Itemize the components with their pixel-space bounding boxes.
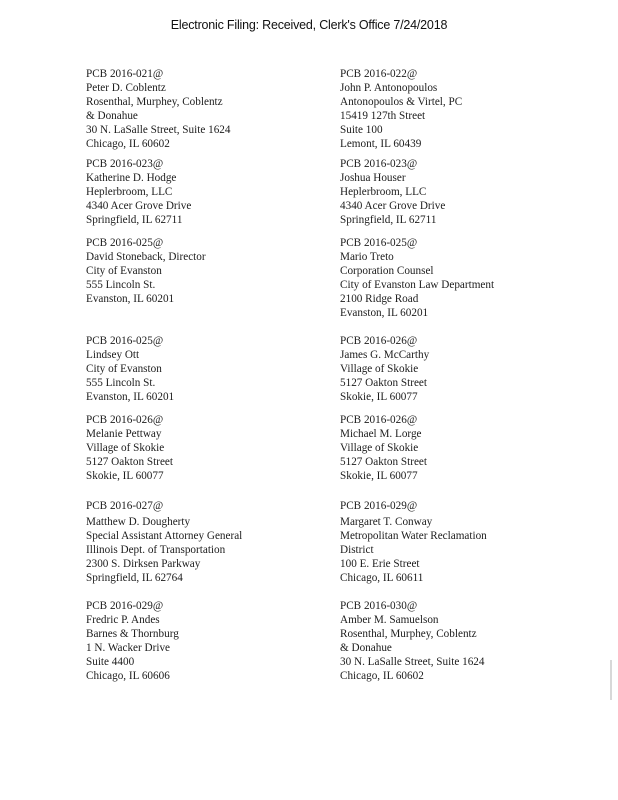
address-line: Evanston, IL 60201 [86,293,175,305]
service-list-entry [340,413,427,483]
service-list-entry [86,499,242,585]
address-line: 2100 Ridge Road [340,293,419,305]
address-line: Evanston, IL 60201 [86,391,175,403]
address-line: Corporation Counsel [340,265,434,277]
recipient-name: James G. McCarthy [340,349,430,361]
address-line: 100 E. Erie Street [340,558,420,570]
address-line: 555 Lincoln St. [86,279,156,291]
address-line: Village of Skokie [340,363,419,375]
recipient-name: Peter D. Coblentz [86,82,166,94]
address-line: Village of Skokie [340,442,419,454]
address-line: City of Evanston Law Department [340,279,495,291]
address-line: 5127 Oakton Street [340,456,427,468]
case-number: PCB 2016-022@ [340,68,418,80]
address-line: City of Evanston [86,265,162,277]
address-line: & Donahue [86,110,138,122]
address-line: 4340 Acer Grove Drive [86,200,192,212]
address-line: 5127 Oakton Street [86,456,173,468]
recipient-name: Fredric P. Andes [86,614,160,626]
recipient-name: Amber M. Samuelson [340,614,439,626]
case-number: PCB 2016-025@ [86,237,164,249]
service-list-entry [340,157,445,227]
address-line: Evanston, IL 60201 [340,307,429,319]
address-line: Springfield, IL 62711 [340,214,437,226]
address-line: Chicago, IL 60606 [86,670,170,682]
case-number: PCB 2016-030@ [340,600,418,612]
address-line: Heplerbroom, LLC [340,186,427,198]
address-line: 30 N. LaSalle Street, Suite 1624 [340,656,485,668]
address-line: 555 Lincoln St. [86,377,156,389]
address-line: City of Evanston [86,363,162,375]
case-number: PCB 2016-029@ [86,600,164,612]
recipient-name: Margaret T. Conway [340,516,433,528]
recipient-name: Lindsey Ott [86,349,140,361]
case-number: PCB 2016-025@ [340,237,418,249]
recipient-name: Melanie Pettway [86,428,162,440]
recipient-name: Katherine D. Hodge [86,172,177,184]
case-number: PCB 2016-023@ [86,158,164,170]
address-line: Skokie, IL 60077 [86,470,164,482]
address-line: 1 N. Wacker Drive [86,642,171,654]
service-list-entry [86,599,179,683]
case-number: PCB 2016-021@ [86,68,164,80]
address-line: Chicago, IL 60602 [86,138,170,150]
address-line: & Donahue [340,642,392,654]
service-list-entry [86,334,174,404]
scan-edge-artifact [610,660,612,700]
address-line: Rosenthal, Murphey, Coblentz [340,628,477,640]
case-number: PCB 2016-027@ [86,500,164,512]
recipient-name: Matthew D. Dougherty [86,516,191,528]
address-line: 2300 S. Dirksen Parkway [86,558,201,570]
recipient-name: Mario Treto [340,251,394,263]
service-list-entry [340,236,494,320]
case-number: PCB 2016-026@ [86,414,164,426]
address-line: 30 N. LaSalle Street, Suite 1624 [86,124,231,136]
case-number: PCB 2016-026@ [340,414,418,426]
service-list-entry [340,599,484,683]
address-line: 15419 127th Street [340,110,426,122]
address-line: Antonopoulos & Virtel, PC [340,96,463,108]
service-list-entry [340,334,429,404]
address-line: Special Assistant Attorney General [86,530,243,542]
address-line: Village of Skokie [86,442,165,454]
recipient-name: Joshua Houser [340,172,406,184]
address-line: 5127 Oakton Street [340,377,427,389]
case-number: PCB 2016-023@ [340,158,418,170]
address-line: Chicago, IL 60611 [340,572,424,584]
service-list-entry [86,67,230,151]
case-number: PCB 2016-025@ [86,335,164,347]
address-line: Illinois Dept. of Transportation [86,544,226,556]
service-list-entry [86,413,173,483]
address-line: Skokie, IL 60077 [340,470,418,482]
address-line: Heplerbroom, LLC [86,186,173,198]
address-line: Skokie, IL 60077 [340,391,418,403]
case-number: PCB 2016-026@ [340,335,418,347]
address-line: Suite 100 [340,124,383,136]
service-list-entry [86,236,206,306]
address-line: Suite 4400 [86,656,135,668]
address-line: Barnes & Thornburg [86,628,179,640]
address-line: Metropolitan Water Reclamation [340,530,487,542]
case-number: PCB 2016-029@ [340,500,418,512]
address-line: District [340,544,374,556]
address-line: 4340 Acer Grove Drive [340,200,446,212]
service-list-entry [86,157,191,227]
address-line: Chicago, IL 60602 [340,670,424,682]
address-line: Rosenthal, Murphey, Coblentz [86,96,223,108]
recipient-name: David Stoneback, Director [86,251,206,263]
recipient-name: Michael M. Lorge [340,428,422,440]
service-list-entry [340,67,462,151]
address-line: Lemont, IL 60439 [340,138,422,150]
recipient-name: John P. Antonopoulos [340,82,438,94]
address-line: Springfield, IL 62711 [86,214,183,226]
service-list-entry [340,499,487,585]
electronic-filing-stamp: Electronic Filing: Received, Clerk's Office 7/24/2018 [170,18,448,32]
address-line: Springfield, IL 62764 [86,572,183,584]
